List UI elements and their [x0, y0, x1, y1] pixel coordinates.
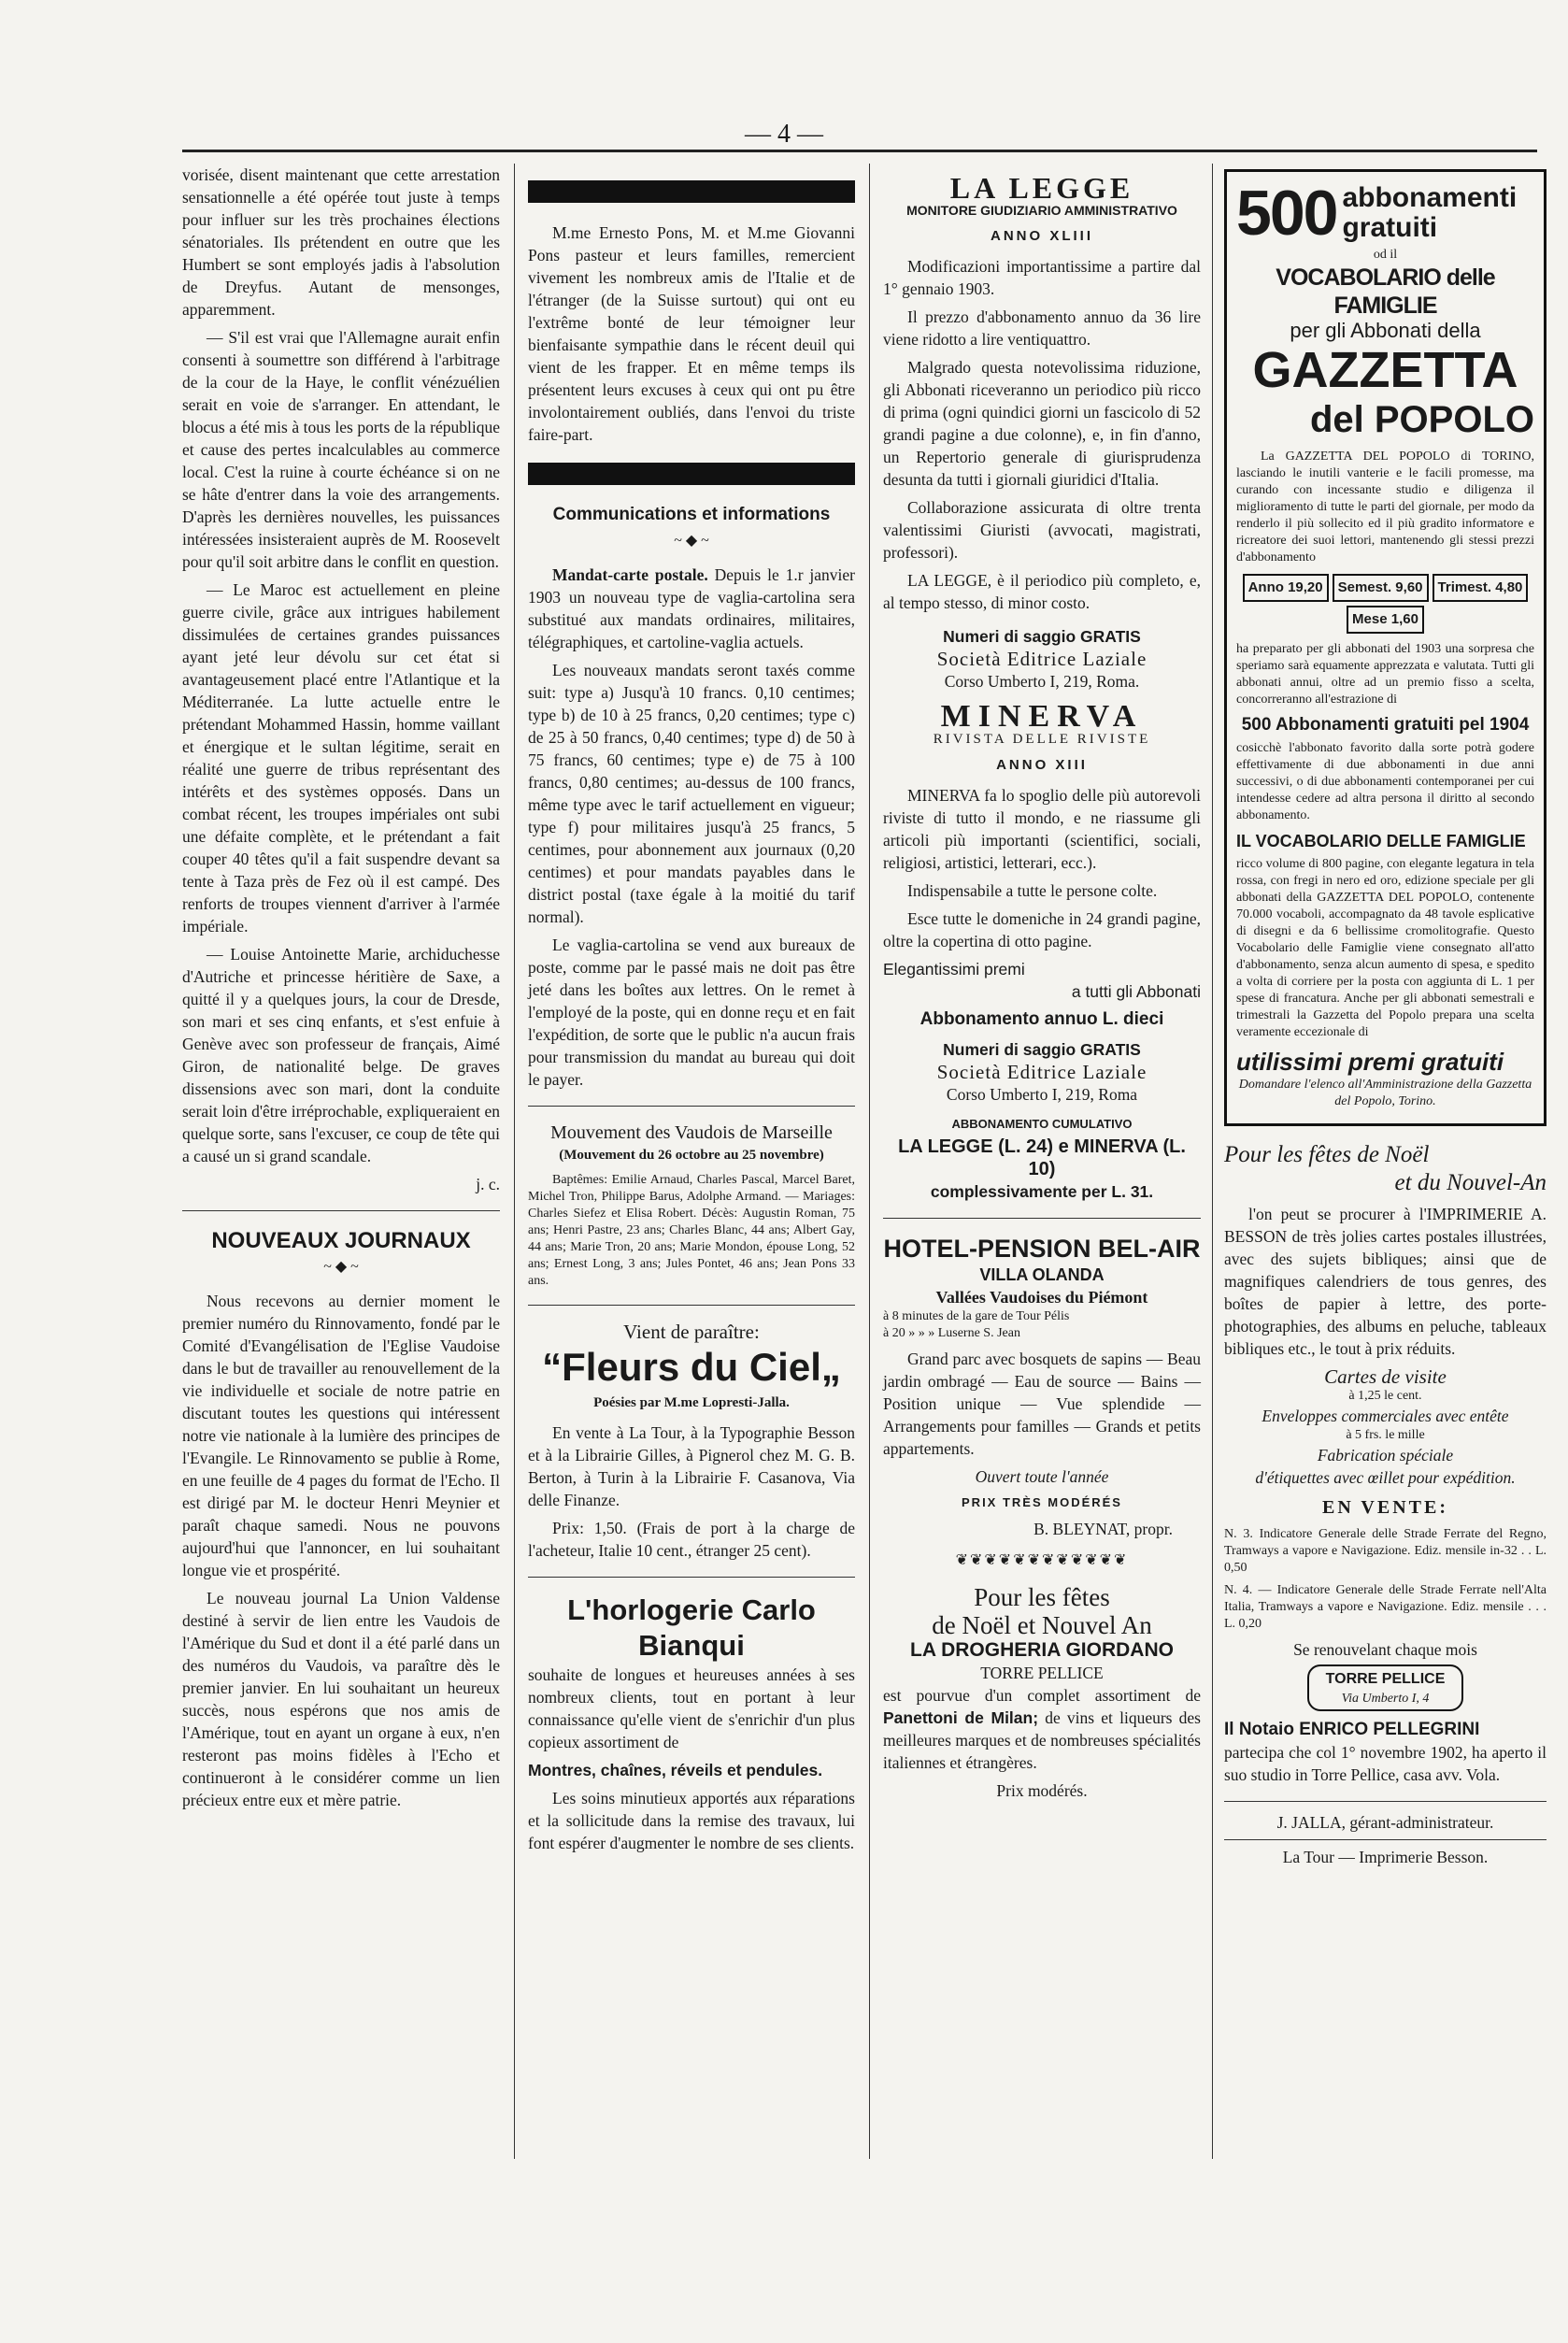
ad-text: cosicchè l'abbonato favorito dalla sorte potrà godere effettivamente di due abbonamenti in due anni successivi, o di due abbonamenti contemporanei per cui intendesse cedere ad altra persona il diritto al secondo abbonamento.	[1236, 741, 1534, 822]
ad-year: ANNO XIII	[996, 757, 1088, 773]
ad-line: Prix modérés.	[996, 1781, 1088, 1800]
column-3	[883, 164, 1201, 1802]
ad-title: Il Notaio ENRICO PELLEGRINI	[1224, 1720, 1480, 1739]
ad-line: Abbonamento annuo L. dieci	[919, 1009, 1164, 1029]
ad-subtitle: Poésies par M.me Lopresti-Jalla.	[593, 1395, 790, 1410]
signature: j. c.	[476, 1175, 500, 1193]
ad-line: Numeri di saggio GRATIS	[943, 1040, 1141, 1059]
ad-text: ricco volume di 800 pagine, con elegante legatura in tela rossa, con fregi in nero ed oro, edizione speciale per gli abbonati della GAZZETTA DEL POPOLO, contenente 70.000 vocaboli, accompagnato da 48 tavole esplicative di disegni e da 6 bellissime cromolitografie. Questo Vocabolario delle Famiglie viene consegnato all'atto d'abbonamento, senza alcun aumento di spesa, e spedito a volta di corriere per la posta con aggiunta di L. 1 per spese di francatura. Anche per gli abbonati semestrali e trimestrali la Gazzetta del Popolo prepara una scelta veramente eccezionale di	[1236, 857, 1534, 1039]
section-title: EN VENTE:	[1322, 1497, 1448, 1518]
ad-line: a tutti gli Abbonati	[1071, 982, 1201, 1001]
ad-line: Fabrication spéciale	[1317, 1446, 1454, 1464]
ad-text: est pourvue d'un complet assortiment de	[883, 1686, 1201, 1705]
ad-year: ANNO XLIII	[990, 228, 1093, 244]
ad-line: PRIX TRÈS MODÉRÉS	[962, 1495, 1122, 1509]
ad-line: Ouvert toute l'année	[975, 1467, 1109, 1486]
ad-title: LA LEGGE	[949, 171, 1134, 205]
ad-text: Malgrado questa notevolissima riduzione, gli Abbonati riceveranno un periodico più ricco di prima (ogni quindici giorni un fascicolo di 52 grandi pagine a due colonne), e, in fin d'anno, un Repertorio generale di giurisprudenza desunta da tutti i giornali giuridici d'Italia.	[883, 358, 1201, 489]
ad-line: Vallées Vaudoises du Piémont	[935, 1288, 1148, 1307]
ad-text: ha preparato per gli abbonati del 1903 una sorpresa che speriamo sarà equamente apprezzata e valutata. Tutti gli abbonati annui, oltre ad un premio fisso a scelta, concorreranno all'estrazione di	[1236, 642, 1534, 707]
ad-text: souhaite de longues et heureuses années à ses nombreux clients, tout en portant à leur connaissance qu'elle vient de s'enrichir d'un plus copieux assortiment de	[528, 1665, 855, 1751]
article-text: Baptêmes: Emilie Arnaud, Charles Pascal, Marcel Baret, Michel Tron, Philippe Barus, Adolphe Armand. — Mariages: Charles Siefez et Elisa Robert. Décès: Augustin Roman, 75 ans; Henri Pastre, 23 ans; Charles Blanc, 44 ans; Albert Gay, 44 ans; Marie Tron, 20 ans; Marie Mondon, épouse Long, 52 ans; Ernest Long, 3 ans; Jules Pontet, 46 ans; Jean Pons 33 ans.	[528, 1173, 855, 1288]
ad-line: d'étiquettes avec œillet pour expédition.	[1255, 1468, 1516, 1487]
address-cartouche	[1307, 1664, 1464, 1711]
ad-title: “Fleurs du Ciel„	[542, 1345, 841, 1389]
column-divider	[514, 164, 515, 2159]
article-text: Les nouveaux mandats seront taxés comme suit: type a) Jusqu'à 10 francs. 0,10 centimes; type b) de 10 à 25 francs, 0,20 centimes; type c) de 25 à 50 francs, 0,40 centimes; type d) de 50 à 75 francs, 60 centimes; type e) de 75 à 100 francs, 0,80 centimes; au-dessus de 100 francs, même type avec le tarif actuellement en vigueur; type f) pour militaires jusqu'à 25 francs, 5 centimes, pour abonnement aux journaux (0,20 centimes) et pour mandats payables dans le district postal (taxe égale à la moitié du tarif normal).	[528, 661, 855, 926]
ad-text: Grand parc avec bosquets de sapins — Beau jardin ombragé — Eau de source — Bains — Position unique — Vue splendide — Arrangements pour familles — Grands et petits appartements.	[883, 1350, 1201, 1458]
article-heading: Mandat-carte postale.	[552, 565, 708, 584]
ad-text: N. 4. — Indicatore Generale delle Strade Ferrate nell'Alta Italia, Tramways a vapore e Navigazione. Ediz. mensile . . . L. 0,20	[1224, 1583, 1547, 1631]
ad-line: Numeri di saggio GRATIS	[943, 627, 1141, 646]
divider	[1224, 1839, 1547, 1840]
ad-line: VOCABOLARIO delle FAMIGLIE	[1276, 264, 1495, 319]
gazzetta-advert	[1224, 169, 1547, 1126]
section-title: Communications et informations	[552, 505, 831, 524]
ad-line: Corso Umberto I, 219, Roma	[946, 1085, 1138, 1104]
ad-title: de Noël et Nouvel An	[932, 1611, 1152, 1639]
section-title: NOUVEAUX JOURNAUX	[211, 1228, 471, 1253]
ad-line: TORRE PELLICE	[1325, 1671, 1446, 1687]
price-tag: Anno 19,20	[1243, 574, 1329, 602]
section-subtitle: (Mouvement du 26 octobre au 25 novembre)	[559, 1148, 824, 1163]
ad-subtitle: RIVISTA DELLE RIVISTE	[933, 732, 1151, 747]
section-title: Mouvement des Vaudois de Marseille	[550, 1122, 833, 1143]
column-4	[1224, 164, 1547, 1868]
ad-line: od il	[1373, 248, 1398, 262]
ad-text: de vins et liqueurs des meilleures marques et de nombreuses spécialités italiennes et étrangères.	[883, 1708, 1201, 1772]
ad-line: Corso Umberto I, 219, Roma.	[944, 672, 1140, 691]
ad-title: Pour les fêtes de Noël	[1224, 1142, 1430, 1167]
manager-name: J. JALLA, gérant-administrateur.	[1276, 1813, 1494, 1832]
divider	[528, 1577, 855, 1578]
ad-subtitle: MONITORE GIUDIZIARIO AMMINISTRATIVO	[906, 203, 1177, 218]
page-number: — 4 —	[745, 120, 823, 149]
ad-line: à 20 » » » Luserne S. Jean	[883, 1326, 1020, 1340]
article-text: — S'il est vrai que l'Allemagne aurait enfin consenti à soumettre son différend à l'arbitrage de la cour de la Haye, le conflit vénézuélien serait en voie de s'arranger. En attendant, le blocus a été mis à tous les ports de la république et cause des pertes incalculables au commerce local. C'est la ruine à courte échéance si on ne se hâte d'entrer dans la voie des arrangements. D'après les dernières nouvelles, les puissances intéressées insisteraient auprès de M. Roosevelt pour qu'il soit arbitre dans le conflit en question.	[182, 328, 500, 571]
ad-line: Se renouvelant chaque mois	[1293, 1640, 1477, 1659]
ad-line: à 1,25 le cent.	[1348, 1389, 1422, 1403]
article-text: — Le Maroc est actuellement en pleine guerre civile, grâce aux intrigues habilement dissimulées de certaines grandes puissances ayant jeté leur dévolu sur cet état si avantageusement placé entre l'Atlantique et la Méditerranée. La lutte actuelle entre le prétendant Mohammed Hassin, homme vaillant et énergique et le sultan légitime, serait en réalité une guerre de tribus représentant des intérêts et des systèmes opposés. Dans un combat récent, les troupes impériales ont subi une défaite complète, et le prétendant a fait couper 40 têtes qu'il a fait suspendre devant sa tente à Taza près de Fez où il est campé. Des renforts de troupes viennent d'arriver à l'armée impériale.	[182, 580, 500, 936]
ad-text-bold: Panettoni de Milan;	[883, 1708, 1039, 1727]
ad-text: Modificazioni importantissime a partire dal 1° gennaio 1903.	[883, 257, 1201, 298]
column-2	[528, 164, 855, 1860]
divider	[1224, 1801, 1547, 1802]
ad-line: utilissimi premi gratuiti	[1236, 1048, 1504, 1076]
ad-text: N. 3. Indicatore Generale delle Strade Ferrate del Regno, Tramways a vapore e Navigazione. Ediz. mensile in-32 . . L. 0,50	[1224, 1527, 1547, 1575]
ad-text: Domandare l'elenco all'Amministrazione della Gazzetta del Popolo, Torino.	[1238, 1078, 1532, 1108]
ad-title: MINERVA	[940, 699, 1144, 734]
ad-title: del POPOLO	[1309, 399, 1534, 440]
ornament-icon: ~ ◆ ~	[323, 1259, 359, 1275]
ornament-icon: ~ ◆ ~	[674, 533, 709, 549]
ad-title: L'horlogerie Carlo Bianqui	[567, 1593, 816, 1662]
divider	[182, 1210, 500, 1211]
ad-line: Società Editrice Laziale	[936, 648, 1147, 670]
ad-number: 500	[1236, 178, 1337, 249]
thanks-notice: M.me Ernesto Pons, M. et M.me Giovanni Pons pasteur et leurs familles, remercient vivement les nombreux amis de l'Italie et de l'étranger (de la Suisse surtout) qui ont eu l'extrême bonté de leur témoigner leur bienfaisante sympathie dans le récent deuil qui vient de les frapper. Et en même temps ils présentent leurs excuses à ceux qui ont pu être involontairement oubliés, dans l'envoi du triste faire-part.	[528, 223, 855, 444]
ad-title: et du Nouvel-An	[1394, 1170, 1547, 1195]
price-tag: Mese 1,60	[1347, 606, 1424, 634]
ad-line: Elegantissimi premi	[883, 960, 1025, 979]
ad-text: l'on peut se procurer à l'IMPRIMERIE A. BESSON de très jolies cartes postales illustrées, avec des sujets bibliques; ainsi que de magnifiques calendriers de tous genres, des boîtes de papier à lettre, des porte-photographies, des albums en peluche, tableaux bibliques etc., le tout à prix réduits.	[1224, 1205, 1547, 1358]
ad-text: MINERVA fa lo spoglio delle più autorevoli riviste di tutto il mondo, e ne riassume gli articoli più importanti (scientifici, sociali, religiosi, artistici, letterari, ecc.).	[883, 786, 1201, 872]
ad-text: Il prezzo d'abbonamento annuo da 36 lire viene ridotto a lire ventiquattro.	[883, 307, 1201, 349]
ad-line: à 8 minutes de la gare de Tour Pélis	[883, 1309, 1070, 1323]
header-rule	[182, 150, 1537, 152]
column-1	[182, 164, 500, 1817]
price-tag: Trimest. 4,80	[1433, 574, 1529, 602]
ad-text: En vente à La Tour, à la Typographie Besson et à la Librairie Gilles, à Pignerol chez M. G. B. Berton, à Turin à la Librairie F. Casanova, Via delle Finanze.	[528, 1423, 855, 1509]
column-divider	[869, 164, 870, 2159]
ad-line: per gli Abbonati della	[1290, 319, 1481, 342]
ad-text: Prix: 1,50. (Frais de port à la charge de l'acheteur, Italie 10 cent., étranger 25 cent).	[528, 1519, 855, 1560]
printer-line: La Tour — Imprimerie Besson.	[1282, 1848, 1489, 1866]
ad-line: Cartes de visite	[1324, 1365, 1447, 1388]
article-text: Depuis le 1.r janvier 1903 un nouveau type de vaglia-cartolina sera substitué aux mandats ordinaires, militaires, télégraphiques, et cartoline-vaglia actuels.	[528, 565, 855, 651]
ad-title: LA DROGHERIA GIORDANO	[910, 1639, 1174, 1661]
ad-text-bold: Montres, chaînes, réveils et pendules.	[528, 1761, 823, 1779]
ad-line: ABBONAMENTO CUMULATIVO	[951, 1117, 1133, 1131]
black-bar	[528, 180, 855, 203]
ad-line: IL VOCABOLARIO DELLE FAMIGLIE	[1236, 832, 1526, 850]
ad-line: complessivamente per L. 31.	[930, 1182, 1154, 1201]
ad-text: La GAZZETTA DEL POPOLO di TORINO, lasciando le inutili vanterie e le facili promesse, ma curando con incessante studio e diligenza il miglioramento di tutte le parti del giornale, per modo da renderlo il più sollecito ed il più gradito informatore e ricreatore dei suoi lettori, mantenendo gli stessi prezzi d'abbonamento	[1236, 450, 1534, 564]
ad-title: GAZZETTA	[1252, 342, 1518, 398]
ad-text: Les soins minutieux apportés aux réparations et la sollicitude dans la remise des travaux, lui font espérer d'augmenter le nombre de ses clients.	[528, 1789, 855, 1852]
ad-line: TORRE PELLICE	[980, 1664, 1104, 1682]
article-text: Le vaglia-cartolina se vend aux bureaux de poste, comme par le passé mais ne doit pas être jeté dans les boîtes aux lettres. On le remet à l'employé de la poste, qui en donne reçu et en fait l'expédition, de sorte que le public n'a aucun frais pour transmission du mandat au bureau qui doit le payer.	[528, 936, 855, 1089]
ad-line: Società Editrice Laziale	[936, 1061, 1147, 1083]
article-text: vorisée, disent maintenant que cette arrestation sensationnelle a été opérée tout juste à temps pour influer sur les très prochaines élections sénatoriales. Ils prétendent en outre que les Humbert se sont employés jadis à l'absolution de Dreyfus. Autant de mensonges, apparemment.	[182, 165, 500, 319]
ad-line: à 5 frs. le mille	[1346, 1428, 1425, 1442]
price-list	[1236, 574, 1534, 634]
ad-line: abbonamenti	[1342, 182, 1518, 213]
ad-title: Pour les fêtes	[974, 1583, 1110, 1611]
ad-line: Enveloppes commerciales avec entête	[1262, 1407, 1509, 1425]
column-divider	[1212, 164, 1213, 2159]
ad-text: Esce tutte le domeniche in 24 grandi pagine, oltre la copertina di otto pagine.	[883, 909, 1201, 950]
ad-text: LA LEGGE, è il periodico più completo, e, al tempo stesso, di minor costo.	[883, 571, 1201, 612]
divider	[528, 1305, 855, 1306]
ad-title: HOTEL-PENSION BEL-AIR	[883, 1235, 1201, 1263]
article-text: Nous recevons au dernier moment le premier numéro du Rinnovamento, fondé par le Comité d'Evangélisation de l'Eglise Vaudoise dans le but de travailler au renouvellement de la vie individuelle et sociale de notre patrie en discutant toutes les questions qui intéressent notre vie nationale à la lumière des principes de l'Evangile. Le Rinnovamento se publie à Rome, en une feuille de 4 pages du format de l'Echo. Il est dirigé par M. le docteur Henri Meynier et paraît chaque samedi. Nous ne pouvons aujourd'hui que l'annoncer, en lui souhaitant longue vie et prospérité.	[182, 1292, 500, 1579]
article-text: Le nouveau journal La Union Valdense destiné à servir de lien entre les Vaudois de l'Amérique du Sud et dont il a été parlé dans un des numéros du Vaudois, va paraître dès le premier janvier. En lui souhaitant un heureux succès, nous espérons que nos amis de l'Amérique, tout en ayant un organe à eux, n'en resteront pas moins fidèles à l'Echo et continueront à le considérer comme un lien précieux entre eux et mère patrie.	[182, 1589, 500, 1809]
ornament-icon: ❦❦❦❦❦❦❦❦❦❦❦❦	[955, 1552, 1129, 1568]
ad-text: Indispensabile a tutte le persone colte.	[907, 881, 1158, 900]
publisher-line	[1224, 1811, 1547, 1834]
price-tag: Semest. 9,60	[1333, 574, 1429, 602]
ad-line: LA LEGGE (L. 24) e MINERVA (L. 10)	[898, 1136, 1186, 1179]
ad-line: Via Umberto I, 4	[1341, 1692, 1430, 1706]
article-text: — Louise Antoinette Marie, archiduchesse d'Autriche et princesse héritière de Saxe, a quitté il y a quelques jours, la cour de Dresde, son mari et ses cinq enfants, et s'est enfuie à Genève avec son professeur de français, Aimé Giron, de nationalité belge. De graves dissensions avec son mari, dont la conduite serait loin d'être irréprochable, expliqueraient en quelque sorte, sans l'excuser, ce coup de tête qui a causé un si grand scandale.	[182, 945, 500, 1165]
ad-subtitle: VILLA OLANDA	[979, 1265, 1105, 1284]
divider	[528, 1106, 855, 1107]
ad-line: gratuiti	[1342, 212, 1438, 243]
ad-text: Collaborazione assicurata di oltre trenta valentissimi Giuristi (avvocati, magistrati, professori).	[883, 498, 1201, 562]
ad-line: B. BLEYNAT, propr.	[1033, 1520, 1173, 1538]
ad-text: partecipa che col 1° novembre 1902, ha aperto il suo studio in Torre Pellice, casa avv. Vola.	[1224, 1743, 1547, 1784]
divider	[883, 1218, 1201, 1219]
ad-heading: Vient de paraître:	[623, 1321, 760, 1343]
ad-line: 500 Abbonamenti gratuiti pel 1904	[1241, 715, 1530, 735]
black-bar	[528, 463, 855, 485]
